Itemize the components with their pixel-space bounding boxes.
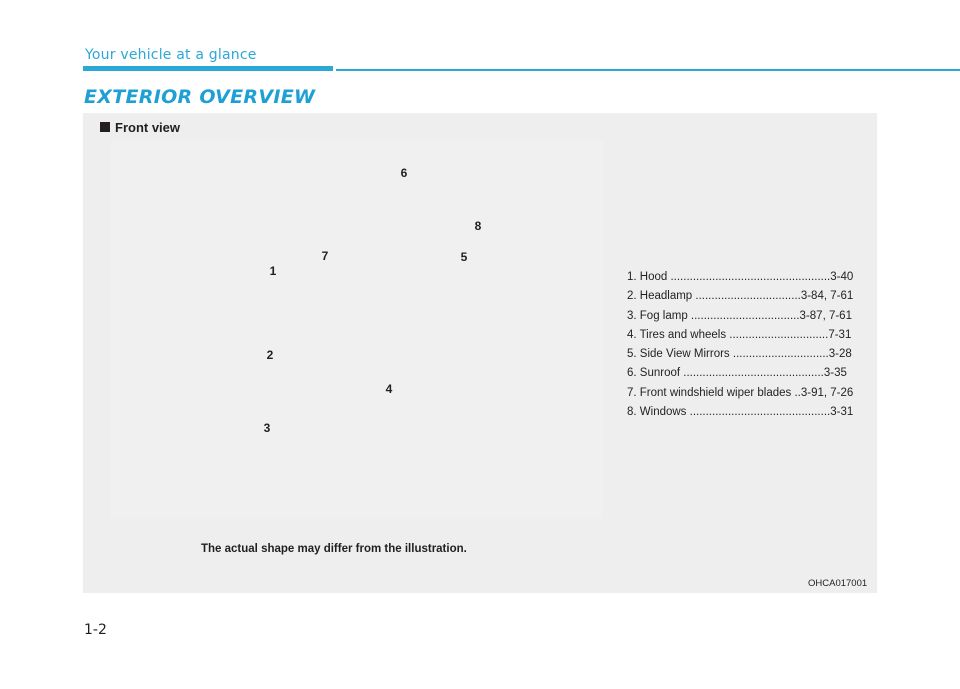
callout-8: 8 [474, 219, 482, 233]
legend-item: 4. Tires and wheels ...............................7-31 [627, 328, 852, 341]
legend-item: 7. Front windshield wiper blades ..3-91, 7-26 [627, 386, 854, 399]
legend-item: 6. Sunroof ............................................3-35 [627, 367, 847, 380]
callout-5: 5 [460, 250, 468, 264]
illustration-area [111, 139, 603, 519]
section-title: Your vehicle at a glance [85, 47, 257, 63]
illustration-disclaimer: The actual shape may differ from the illustration. [201, 543, 467, 555]
callout-1: 1 [269, 264, 277, 278]
page-heading: EXTERIOR OVERVIEW [84, 86, 316, 108]
callout-2: 2 [266, 348, 274, 362]
legend-item: 3. Fog lamp ..................................3-87, 7-61 [627, 309, 852, 322]
figure-subheading-text: Front view [115, 120, 181, 135]
figure-subheading [100, 120, 180, 135]
page-number: 1-2 [84, 622, 107, 638]
square-bullet-icon [100, 122, 110, 132]
legend-item: 5. Side View Mirrors ..............................3-28 [627, 348, 852, 361]
callout-3: 3 [263, 421, 271, 435]
callout-4: 4 [385, 382, 393, 396]
legend-item: 1. Hood ..................................................3-40 [627, 271, 854, 283]
callout-6: 6 [400, 166, 408, 180]
legend-item: 8. Windows ............................................3-31 [627, 406, 854, 419]
header-rule-thick [83, 66, 333, 71]
legend-item: 2. Headlamp .................................3-84, 7-61 [627, 290, 854, 303]
callout-7: 7 [321, 249, 329, 263]
header-rule-thin [336, 69, 960, 71]
parts-legend [627, 268, 867, 422]
image-code: OHCA017001 [808, 578, 868, 589]
